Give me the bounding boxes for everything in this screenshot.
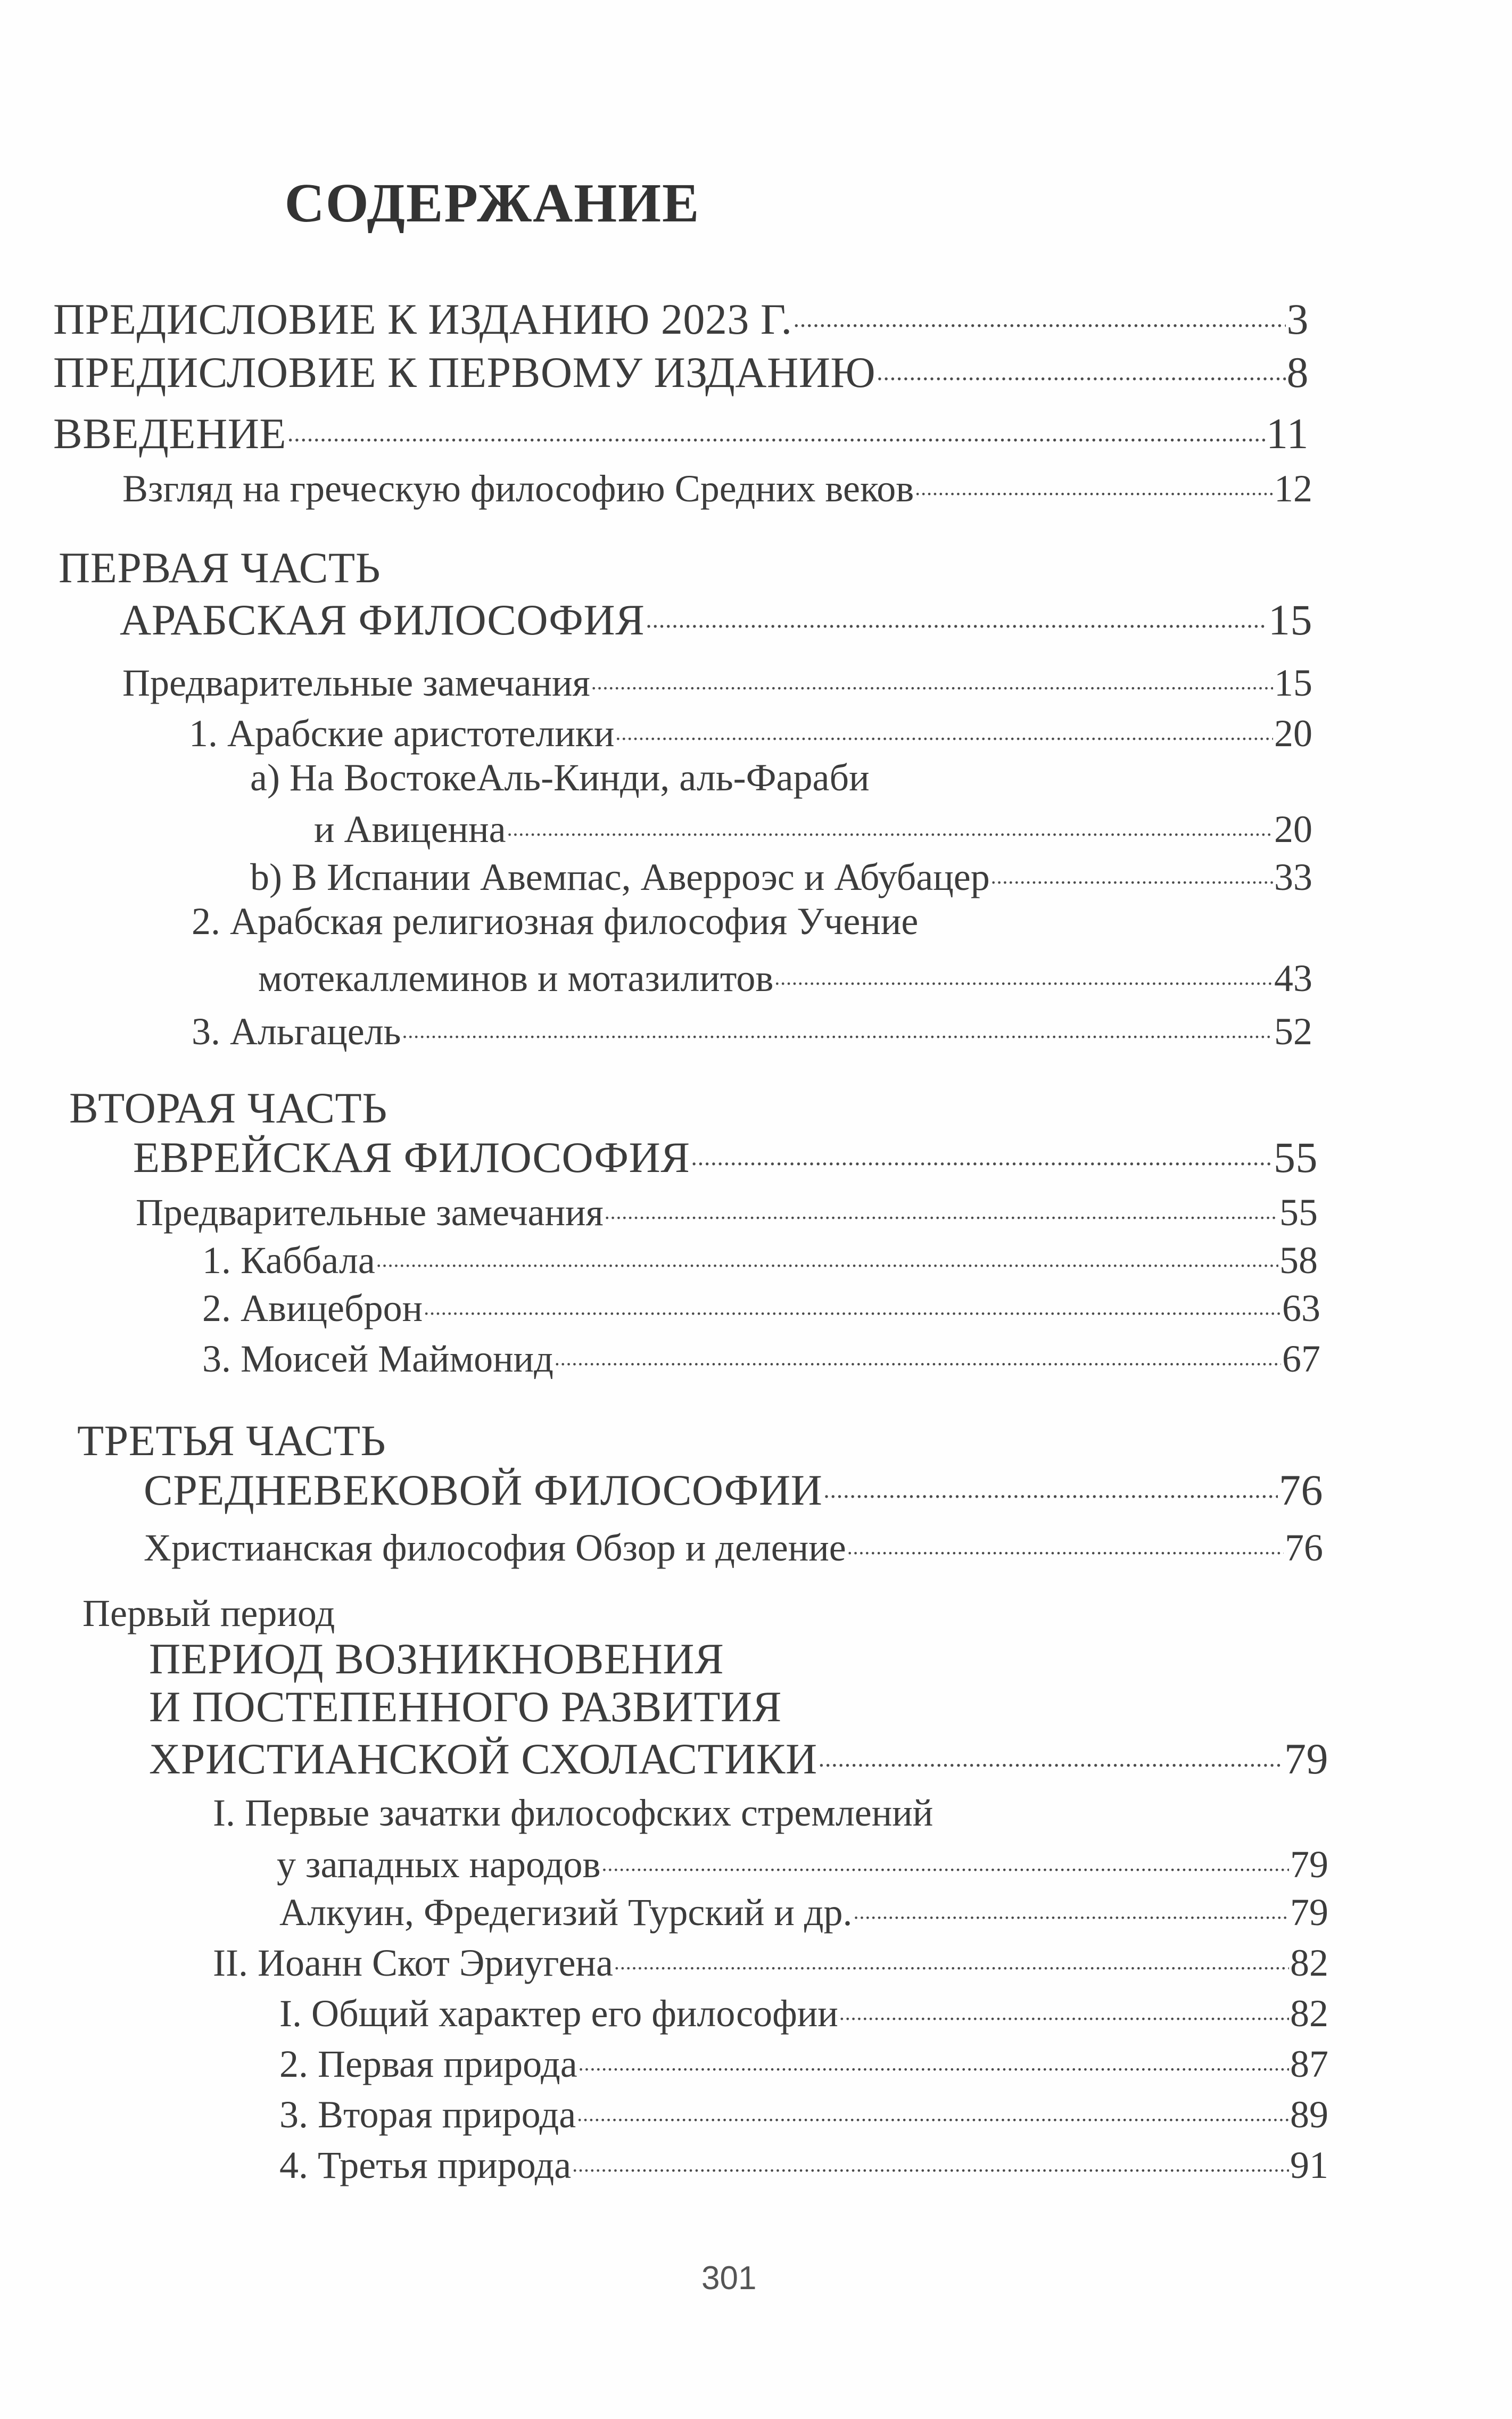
toc-entry-page: 15 [1274, 662, 1312, 704]
toc-entry [314, 804, 1312, 852]
toc-entry-page: 79 [1290, 1891, 1328, 1934]
toc-entry-label: 3. Альгацель [192, 1010, 401, 1053]
dot-leader [646, 591, 1267, 634]
toc-entry-page: 91 [1290, 2144, 1328, 2186]
toc-entry-page: 76 [1279, 1466, 1323, 1514]
dot-leader [579, 2038, 1289, 2077]
period-title-line: И ПОСТЕПЕННОГО РАЗВИТИЯ [149, 1682, 782, 1731]
toc-entry [202, 1333, 1320, 1381]
toc-entry [53, 290, 1309, 344]
dot-leader [572, 2140, 1289, 2178]
dot-leader [877, 343, 1285, 387]
dot-leader [402, 1006, 1273, 1044]
toc-entry-label: ЕВРЕЙСКАЯ ФИЛОСОФИЯ [133, 1133, 690, 1182]
toc-entry [202, 1235, 1318, 1283]
dot-leader [376, 1235, 1278, 1273]
toc-entry-page: 55 [1279, 1191, 1318, 1234]
toc-entry-page: 55 [1274, 1133, 1318, 1182]
toc-entry-label: СРЕДНЕВЕКОВОЙ ФИЛОСОФИИ [144, 1466, 823, 1514]
toc-entry-label: Взгляд на греческую философию Средних веков [122, 467, 914, 510]
toc-entry-page: 58 [1279, 1239, 1318, 1282]
toc-entry-page: 33 [1274, 856, 1312, 898]
toc-entry-page: 67 [1282, 1338, 1320, 1380]
toc-entry-label: Алкуин, Фредегизий Турский и др. [279, 1891, 853, 1934]
toc-entry [202, 1283, 1320, 1331]
toc-entry-page: 20 [1274, 808, 1312, 851]
toc-entry-page: 52 [1274, 1010, 1312, 1053]
part-heading: ПЕРВАЯ ЧАСТЬ [59, 543, 381, 592]
toc-entry [279, 2038, 1328, 2086]
toc-entry-page: 79 [1284, 1735, 1328, 1783]
toc-entry [189, 708, 1312, 756]
toc-entry-label: ПРЕДИСЛОВИЕ К ИЗДАНИЮ 2023 Г. [53, 295, 792, 343]
toc-entry [122, 657, 1312, 705]
toc-entry [149, 1730, 1328, 1784]
toc-entry [279, 2140, 1328, 2187]
toc-entry-label: и Авиценна [314, 808, 506, 851]
dot-leader [615, 708, 1273, 746]
dot-leader [602, 1839, 1289, 1877]
toc-entry [133, 1128, 1318, 1183]
toc-entry-page: 12 [1274, 467, 1312, 510]
toc-entry-label: 3. Моисей Маймонид [202, 1338, 553, 1380]
toc-entry [144, 1522, 1323, 1570]
toc-entry [53, 404, 1309, 459]
toc-entry-page: 15 [1268, 596, 1312, 644]
dot-leader [774, 953, 1273, 991]
toc-entry-label: 2. Первая природа [279, 2043, 577, 2085]
dot-leader [287, 404, 1265, 448]
toc-entry [120, 591, 1312, 645]
toc-entry-page: 89 [1290, 2093, 1328, 2136]
page-number: 301 [701, 2260, 757, 2297]
toc-entry-page: 63 [1282, 1287, 1320, 1330]
toc-entry-page: 82 [1290, 1942, 1328, 1984]
dot-leader [507, 804, 1273, 842]
dot-leader [424, 1283, 1281, 1321]
dot-leader [577, 2089, 1289, 2127]
toc-entry [279, 2089, 1328, 2137]
dot-leader [555, 1333, 1281, 1372]
toc-entry-page: 43 [1274, 957, 1312, 1000]
dot-leader [854, 1887, 1289, 1925]
toc-entry-page: 87 [1290, 2043, 1328, 2085]
toc-entry-label: 1. Каббала [202, 1239, 375, 1282]
dot-leader [839, 1988, 1289, 2026]
toc-entry-label: Предварительные замечания [136, 1191, 604, 1234]
toc-entry-label: мотекаллеминов и мотазилитов [258, 957, 774, 1000]
dot-leader [819, 1730, 1283, 1773]
toc-entry-page: 8 [1286, 348, 1309, 397]
dot-leader [614, 1937, 1289, 1976]
dot-leader [794, 290, 1286, 334]
dot-leader [915, 463, 1273, 501]
toc-entry [213, 1937, 1328, 1985]
dot-leader [823, 1461, 1278, 1505]
toc-entry-page: 3 [1286, 295, 1309, 343]
toc-entry [258, 953, 1312, 1001]
toc-entry-page: 79 [1290, 1843, 1328, 1886]
toc-entry [53, 343, 1309, 398]
toc-entry-label: 1. Арабские аристотелики [189, 712, 615, 755]
part-heading: ТРЕТЬЯ ЧАСТЬ [77, 1416, 386, 1465]
toc-title: СОДЕРЖАНИЕ [284, 172, 700, 234]
dot-leader [591, 657, 1273, 696]
toc-entry-page: 76 [1285, 1526, 1323, 1569]
toc-entry-label: ВВЕДЕНИЕ [53, 409, 287, 458]
period-heading: Первый период [82, 1592, 335, 1634]
period-title-line: ПЕРИОД ВОЗНИКНОВЕНИЯ [149, 1634, 724, 1683]
toc-entry-page: 82 [1290, 1992, 1328, 2035]
dot-leader [991, 852, 1273, 890]
toc-entry [279, 1887, 1328, 1935]
toc-entry [192, 1006, 1312, 1054]
toc-entry-label: АРАБСКАЯ ФИЛОСОФИЯ [120, 596, 645, 644]
toc-entry [279, 1988, 1328, 2036]
dot-leader [605, 1187, 1278, 1225]
toc-entry [277, 1839, 1328, 1887]
toc-entry-label: ПРЕДИСЛОВИЕ К ПЕРВОМУ ИЗДАНИЮ [53, 348, 876, 397]
toc-entry [136, 1187, 1318, 1235]
dot-leader [691, 1128, 1273, 1172]
dot-leader [847, 1522, 1284, 1561]
toc-entry [122, 463, 1312, 511]
toc-entry-label: 4. Третья природа [279, 2144, 572, 2186]
toc-entry-page: 20 [1274, 712, 1312, 755]
toc-entry-label: 3. Вторая природа [279, 2093, 576, 2136]
toc-entry-label: I. Общий характер его философии [279, 1992, 838, 2035]
toc-entry [144, 1461, 1323, 1515]
toc-entry-label-line: I. Первые зачатки философских стремлений [213, 1791, 933, 1834]
toc-entry-label: II. Иоанн Скот Эриугена [213, 1942, 613, 1984]
toc-entry-label: Христианская философия Обзор и деление [144, 1526, 846, 1569]
toc-entry-label: у западных народов [277, 1843, 601, 1886]
toc-entry-label: b) В Испании Авемпас, Аверроэс и Абубацер [250, 856, 990, 898]
toc-entry-page: 11 [1266, 409, 1309, 458]
toc-entry-label-line: 2. Арабская религиозная философия Учение [192, 900, 919, 943]
toc-entry-label: ХРИСТИАНСКОЙ СХОЛАСТИКИ [149, 1735, 817, 1783]
toc-entry-label: 2. Авицеброн [202, 1287, 423, 1330]
toc-entry [250, 852, 1312, 899]
part-heading: ВТОРАЯ ЧАСТЬ [69, 1084, 387, 1132]
toc-entry-label-line: a) На ВостокеАль-Кинди, аль-Фараби [250, 756, 870, 799]
toc-entry-label: Предварительные замечания [122, 662, 590, 704]
